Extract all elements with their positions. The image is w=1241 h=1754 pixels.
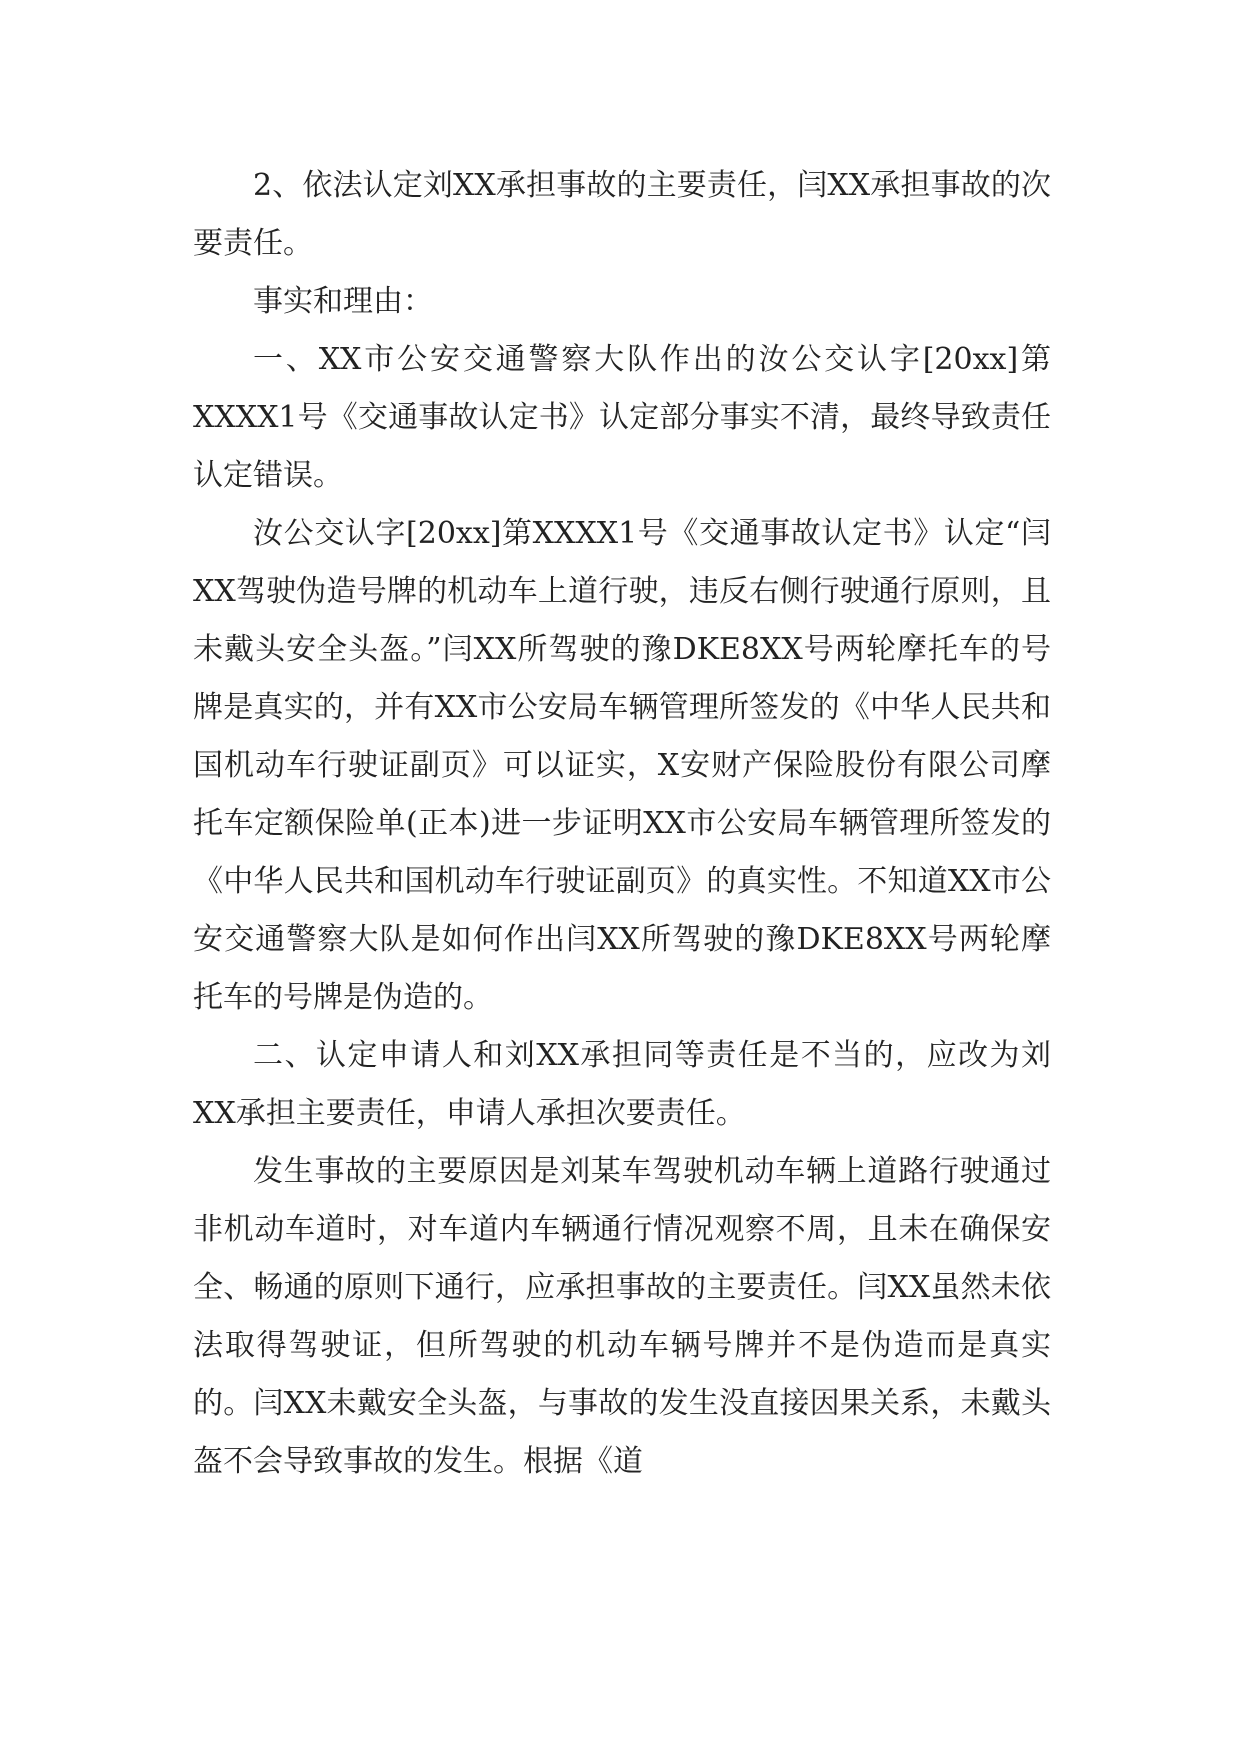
paragraph-responsibility-request: 2、依法认定刘XX承担事故的主要责任，闫XX承担事故的次要责任。: [193, 168, 1051, 261]
paragraph-license-plate-argument: 汝公交认字[20xx]第XXXX1号《交通事故认定书》认定“闫XX驾驶伪造号牌的机动车上道行驶，违反右侧行驶通行原则，且未戴头安全头盔。”闫XX所驾驶的豫DKE8XX号两轮摩托车的号牌是真实的，并有XX市公安局车辆管理所签发的《中华人民共和国机动车行驶证副页》可以证实，X安财产保险股份有限公司摩托车定额保险单(正本)进一步证明XX市公安局车辆管理所签发的《中华人民共和国机动车行驶证副页》的真实性。不知道XX市公安交通警察大队是如何作出闫XX所驾驶的豫DKE8XX号两轮摩托车的号牌是伪造的。: [193, 516, 1051, 1015]
paragraph-point-one: 一、XX市公安交通警察大队作出的汝公交认字[20xx]第XXXX1号《交通事故认定书》认定部分事实不清，最终导致责任认定错误。: [193, 342, 1051, 493]
paragraph-facts-heading: 事实和理由：: [253, 284, 433, 319]
document-body: [193, 157, 1051, 1491]
paragraph-point-two: 二、认定申请人和刘XX承担同等责任是不当的，应改为刘XX承担主要责任，申请人承担次要责任。: [193, 1038, 1051, 1131]
paragraph-main-cause: 发生事故的主要原因是刘某车驾驶机动车辆上道路行驶通过非机动车道时，对车道内车辆通行情况观察不周，且未在确保安全、畅通的原则下通行，应承担事故的主要责任。闫XX虽然未依法取得驾驶证，但所驾驶的机动车辆号牌并不是伪造而是真实的。闫XX未戴安全头盔，与事故的发生没直接因果关系，未戴头盔不会导致事故的发生。根据《道: [193, 1154, 1051, 1479]
